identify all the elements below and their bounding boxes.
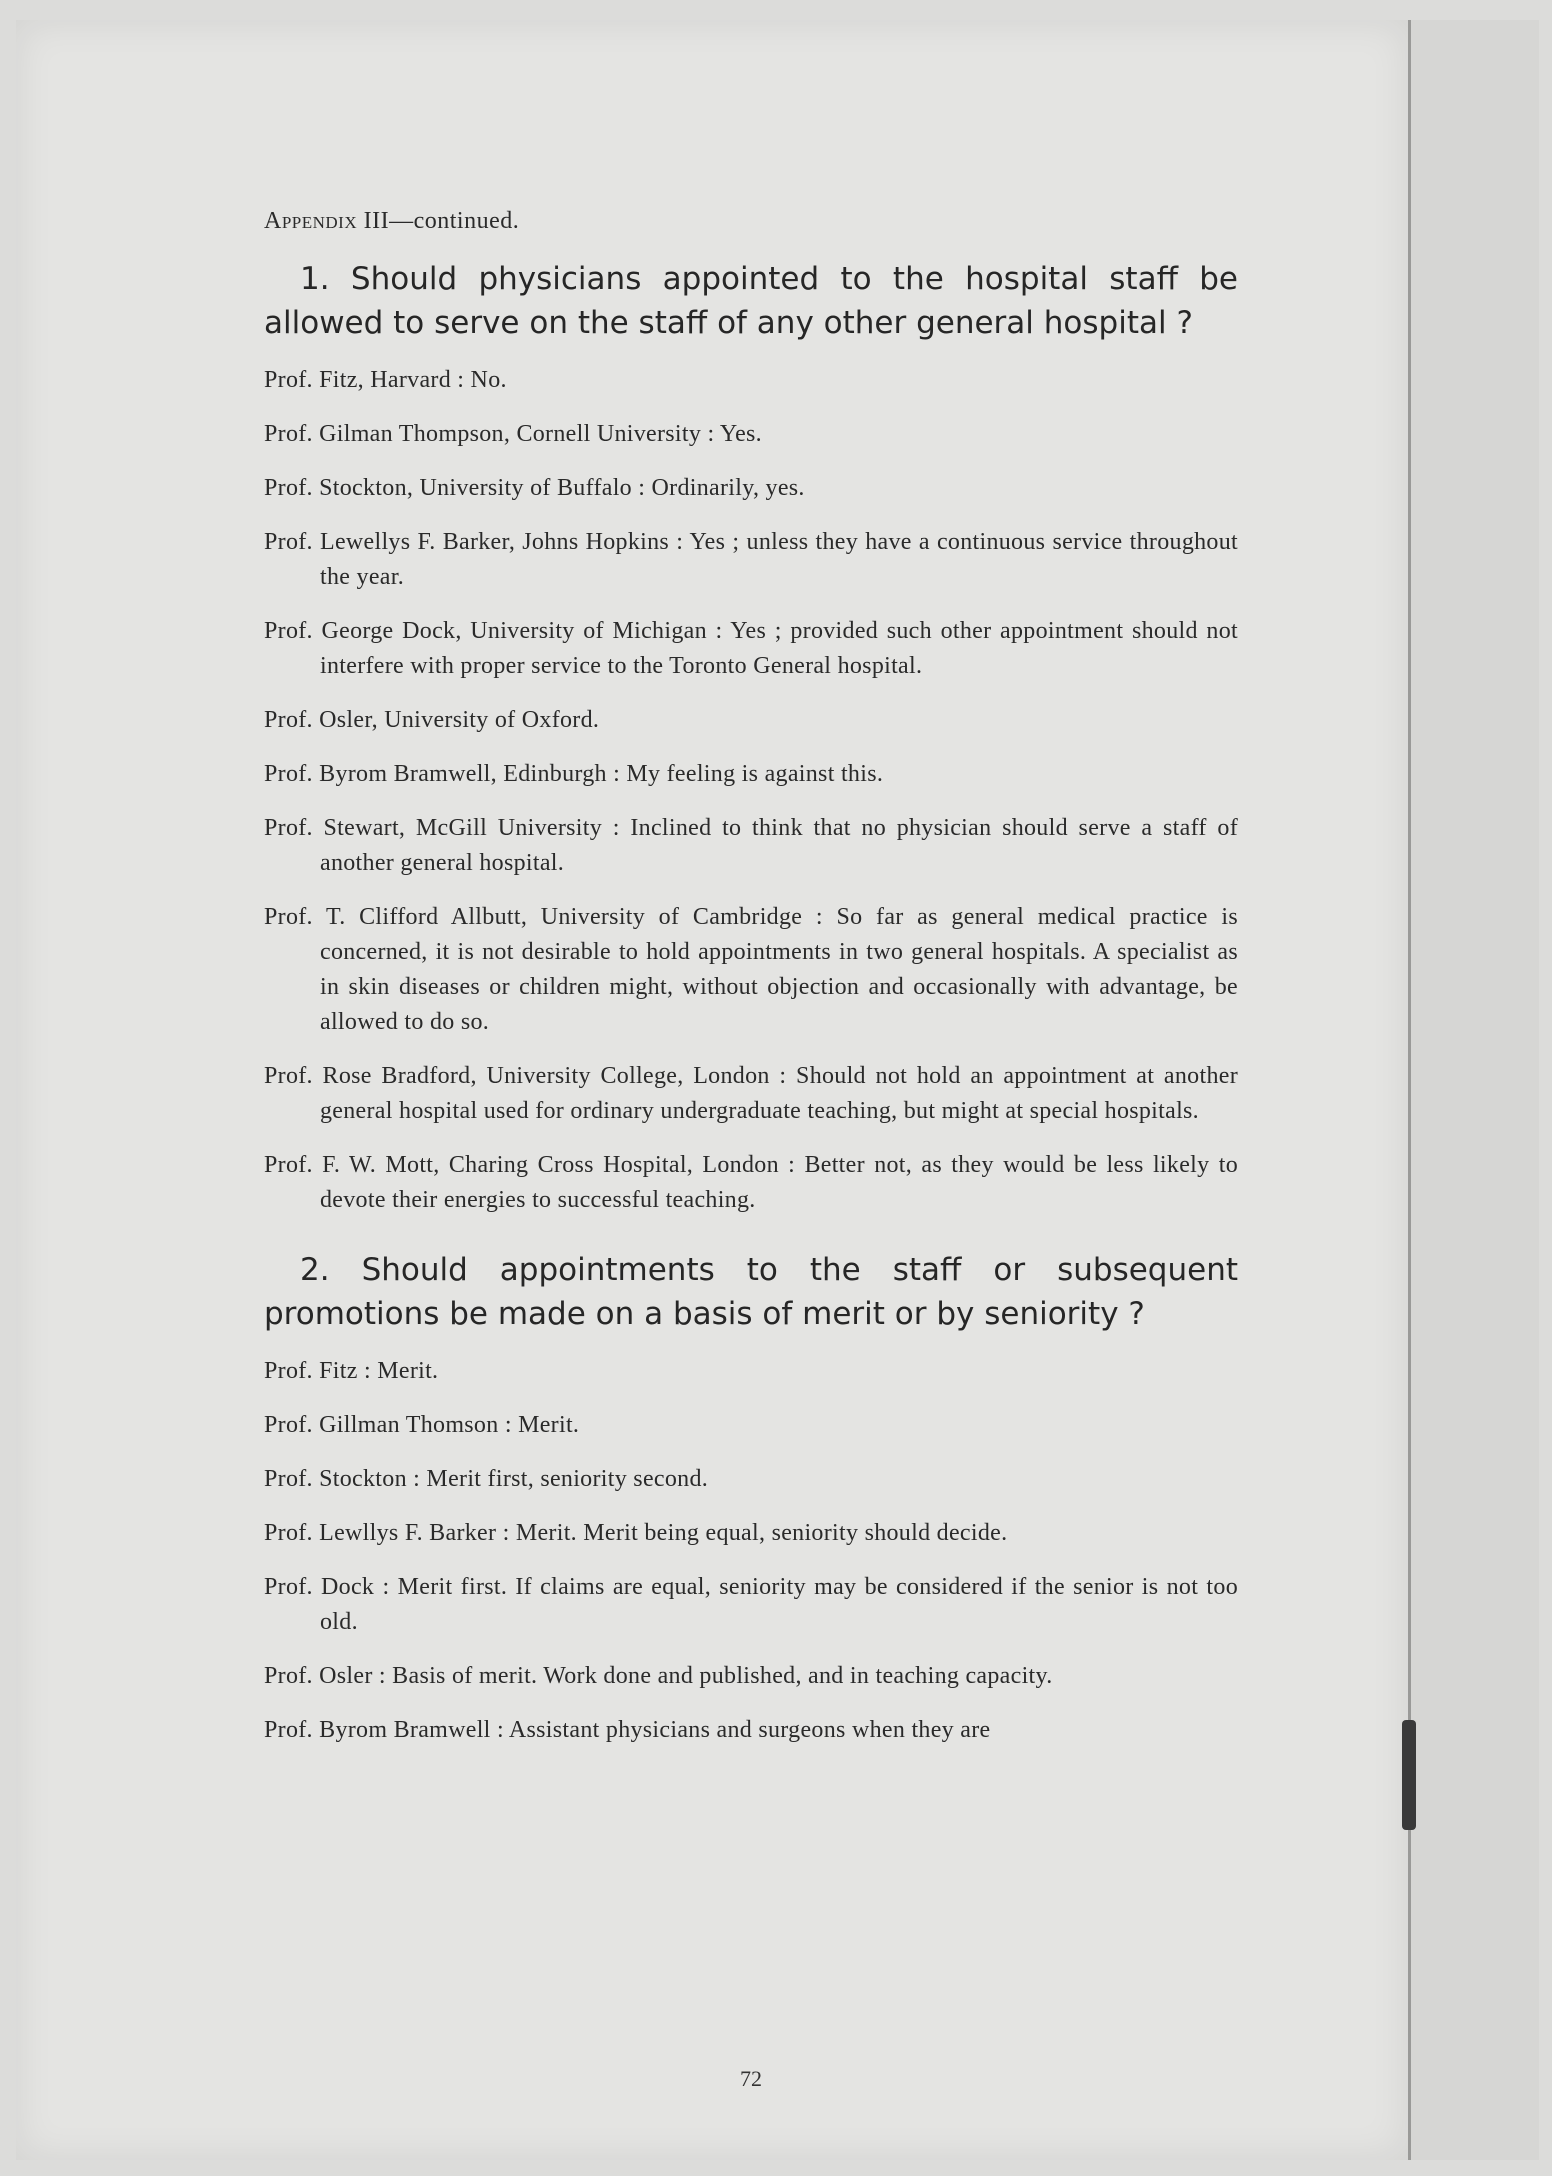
answer-osler: Prof. Osler, University of Oxford. — [264, 707, 600, 733]
answer-fitz-2: Prof. Fitz : Merit. — [264, 1358, 439, 1384]
page-content — [264, 208, 1238, 2091]
page-number: 72 — [740, 2066, 762, 2091]
answer-thompson: Prof. Gilman Thompson, Cornell University : Yes. — [264, 421, 762, 447]
answer-barker: Prof. Lewellys F. Barker, Johns Hopkins : Yes ; unless they have a continuous service throughout the year. — [264, 529, 1238, 590]
answer-stockton-2: Prof. Stockton : Merit first, seniority second. — [264, 1466, 709, 1492]
answer-dock-2: Prof. Dock : Merit first. If claims are equal, seniority may be considered if the senior is not too old. — [264, 1574, 1238, 1635]
answer-stewart: Prof. Stewart, McGill University : Inclined to think that no physician should serve a staff of another general hospital. — [264, 815, 1238, 876]
answer-thomson-2: Prof. Gillman Thomson : Merit. — [264, 1412, 580, 1438]
answer-fitz: Prof. Fitz, Harvard : No. — [264, 367, 507, 393]
appendix-label: Appendix — [264, 208, 358, 234]
answer-osler-2: Prof. Osler : Basis of merit. Work done and published, and in teaching capacity. — [264, 1663, 1053, 1689]
question-1: 1. Should physicians appointed to the hospital staff be allowed to serve on the staff of any other general hospital ? — [264, 261, 1238, 341]
running-header — [264, 208, 1238, 235]
answer-barker-2: Prof. Lewllys F. Barker : Merit. Merit being equal, seniority should decide. — [264, 1520, 1008, 1546]
binding-clip — [1402, 1720, 1416, 1830]
appendix-suffix: III—continued. — [363, 208, 520, 234]
answer-bradford: Prof. Rose Bradford, University College, London : Should not hold an appointment at another general hospital used for ordinary undergraduate teaching, but might at special hospitals. — [264, 1063, 1238, 1124]
answer-mott: Prof. F. W. Mott, Charing Cross Hospital, London : Better not, as they would be less likely to devote their energies to successful teaching. — [264, 1152, 1238, 1213]
facing-page-edge — [1408, 20, 1539, 2160]
answer-bramwell: Prof. Byrom Bramwell, Edinburgh : My feeling is against this. — [264, 761, 884, 787]
answer-bramwell-2: Prof. Byrom Bramwell : Assistant physicians and surgeons when they are — [264, 1717, 991, 1743]
answer-stockton: Prof. Stockton, University of Buffalo : Ordinarily, yes. — [264, 475, 805, 501]
question-2: 2. Should appointments to the staff or subsequent promotions be made on a basis of merit or by seniority ? — [264, 1252, 1238, 1332]
answer-dock: Prof. George Dock, University of Michigan : Yes ; provided such other appointment should not interfere with proper service to the Toronto General hospital. — [264, 618, 1238, 679]
answer-allbutt: Prof. T. Clifford Allbutt, University of Cambridge : So far as general medical practice is concerned, it is not desirable to hold appointments in two general hospitals. A specialist as in skin diseases or children might, without objection and occasionally with advantage, be allowed to do so. — [264, 904, 1238, 1035]
